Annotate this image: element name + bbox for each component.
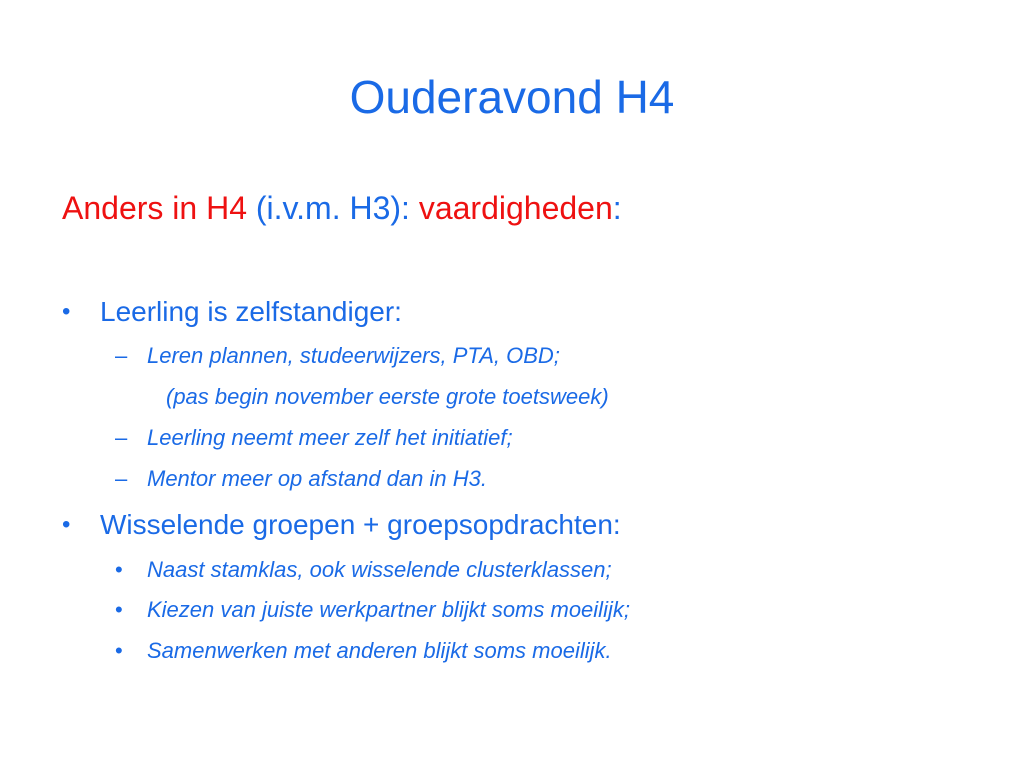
sub-item-text: Samenwerken met anderen blijkt soms moeilijk. bbox=[147, 638, 612, 663]
sub-item-text: Kiezen van juiste werkpartner blijkt soms moeilijk; bbox=[147, 597, 630, 622]
sub-item-text: Mentor meer op afstand dan in H3. bbox=[147, 466, 487, 491]
bullet-text: Leerling is zelfstandiger: bbox=[100, 296, 402, 327]
subtitle-ivm: (i.v.m. H3): bbox=[246, 190, 419, 226]
dash-marker: – bbox=[115, 343, 128, 368]
bullet-marker: • bbox=[62, 298, 71, 325]
subtitle-colon: : bbox=[612, 190, 622, 226]
dot-marker: • bbox=[115, 557, 123, 582]
dash-marker: – bbox=[115, 425, 128, 450]
dot-marker: • bbox=[115, 638, 123, 663]
subtitle-anders: Anders in H4 bbox=[62, 190, 247, 226]
bullet-text: Wisselende groepen + groepsopdrachten: bbox=[100, 509, 621, 540]
sub-item-text: Naast stamklas, ook wisselende clusterklassen; bbox=[147, 557, 612, 582]
subtitle-vaardigheden: vaardigheden bbox=[418, 190, 613, 226]
slide-subtitle bbox=[62, 188, 622, 228]
sub-item-text: Leren plannen, studeerwijzers, PTA, OBD; bbox=[147, 343, 560, 368]
dash-marker: – bbox=[115, 466, 128, 491]
dot-marker: • bbox=[115, 597, 123, 622]
sub-item-text: (pas begin november eerste grote toetsweek) bbox=[166, 384, 609, 409]
sub-item-text: Leerling neemt meer zelf het initiatief; bbox=[147, 425, 513, 450]
bullet-marker: • bbox=[62, 511, 71, 538]
slide-title: Ouderavond H4 bbox=[349, 71, 675, 123]
